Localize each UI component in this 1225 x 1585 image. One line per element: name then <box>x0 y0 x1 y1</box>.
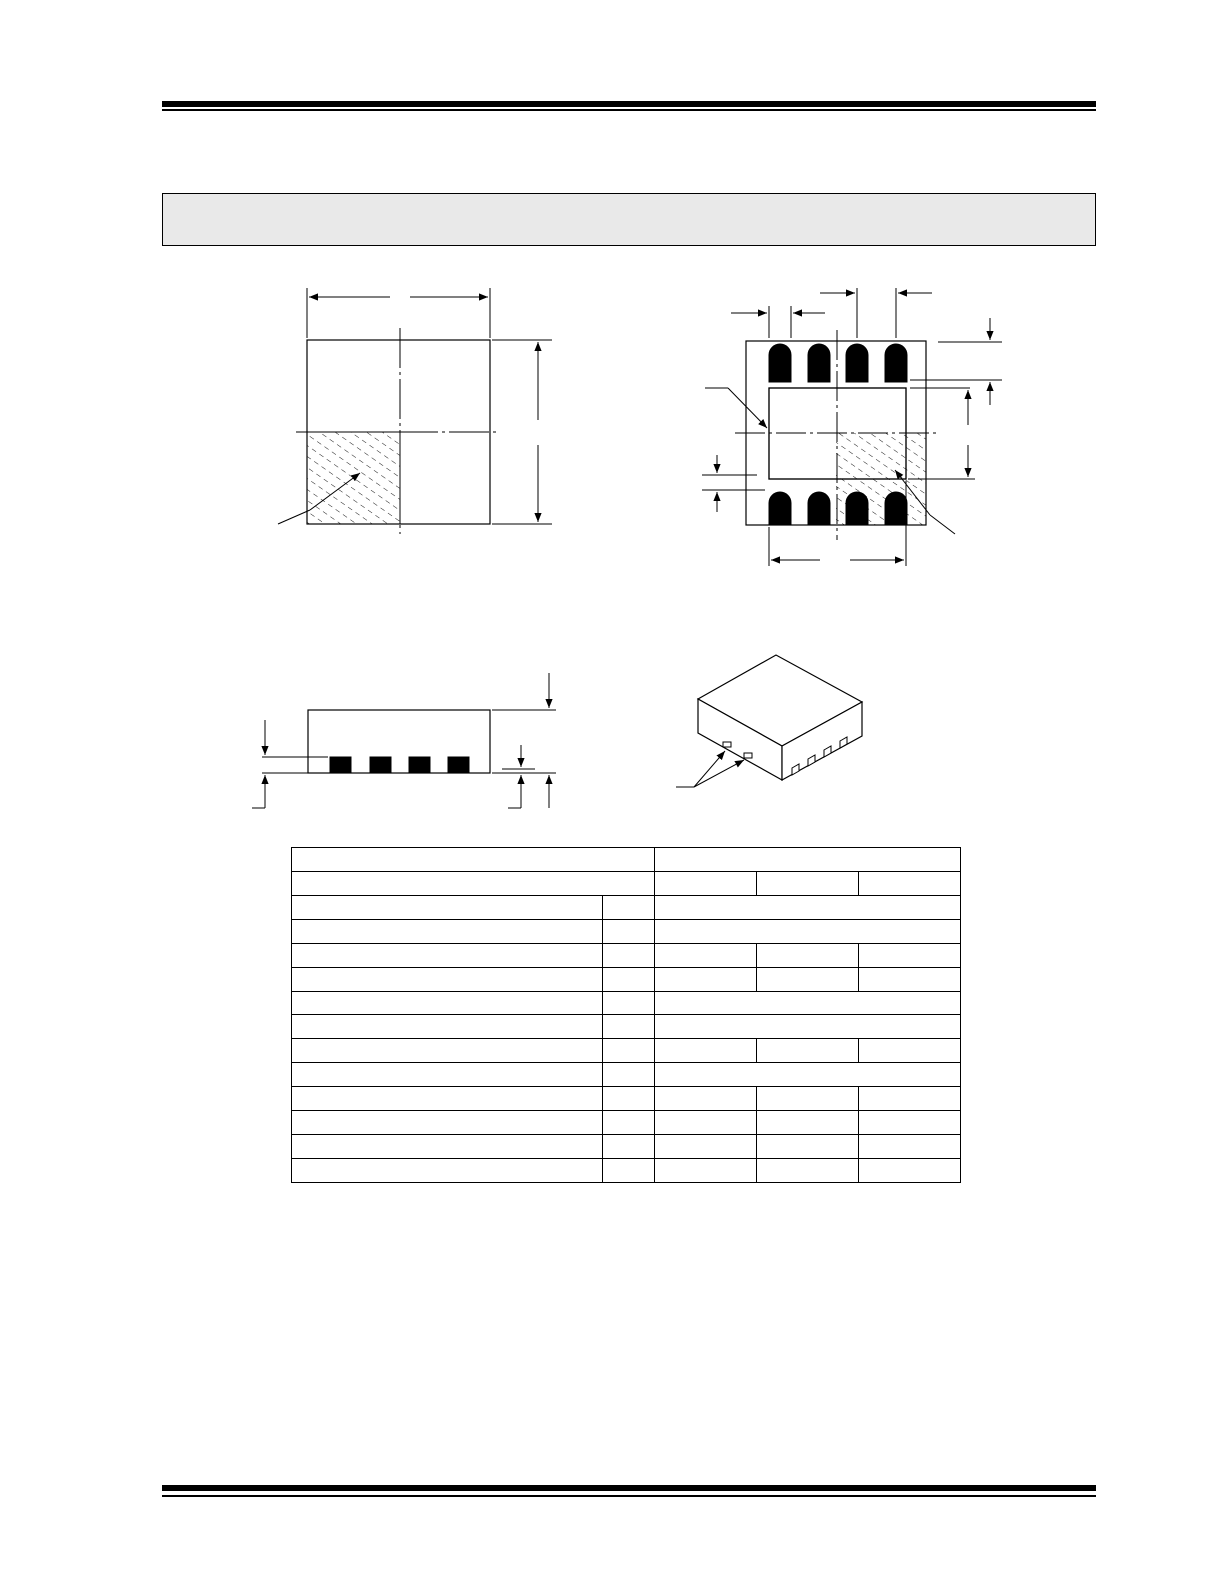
table-row <box>292 848 961 872</box>
table-cell <box>859 1039 961 1063</box>
table-cell <box>757 1111 859 1135</box>
table-cell <box>757 1158 859 1182</box>
table-cell <box>603 919 655 943</box>
table-row <box>292 1158 961 1182</box>
table-cell <box>655 895 961 919</box>
table-cell <box>655 1039 757 1063</box>
table-cell <box>655 1015 961 1039</box>
table-cell <box>655 943 757 967</box>
table-cell <box>655 1158 757 1182</box>
dimensions-table <box>291 847 961 1183</box>
side-view-drawing <box>252 673 556 808</box>
table-cell <box>859 943 961 967</box>
table-cell <box>859 1158 961 1182</box>
bottom-view-drawing <box>702 288 1002 566</box>
table-cell <box>757 943 859 967</box>
table-cell <box>292 991 603 1015</box>
table-cell <box>859 967 961 991</box>
table-cell <box>292 1015 603 1039</box>
footer-rule-thick <box>162 1485 1096 1491</box>
table-cell <box>603 967 655 991</box>
top-view-drawing <box>278 288 552 534</box>
table-cell <box>603 1135 655 1159</box>
table-cell <box>603 1087 655 1111</box>
table-cell <box>292 1111 603 1135</box>
table-cell <box>292 943 603 967</box>
table-cell <box>292 919 603 943</box>
table-cell <box>603 991 655 1015</box>
table-row <box>292 1087 961 1111</box>
table-cell <box>603 943 655 967</box>
table-cell <box>655 1087 757 1111</box>
table-row <box>292 1135 961 1159</box>
table-row <box>292 943 961 967</box>
table-cell <box>859 1135 961 1159</box>
table-cell <box>757 1087 859 1111</box>
table-cell <box>292 1158 603 1182</box>
table-cell <box>859 871 961 895</box>
table-cell <box>603 1063 655 1087</box>
table-cell <box>603 1158 655 1182</box>
table-cell <box>655 848 961 872</box>
table-cell <box>292 1039 603 1063</box>
table-cell <box>655 991 961 1015</box>
table-cell <box>292 871 655 895</box>
table-cell <box>292 1063 603 1087</box>
isometric-view-drawing <box>676 655 862 787</box>
table-cell <box>757 871 859 895</box>
table-cell <box>292 1135 603 1159</box>
table-row <box>292 919 961 943</box>
table-cell <box>292 967 603 991</box>
table-cell <box>655 1111 757 1135</box>
table-row <box>292 1063 961 1087</box>
table-cell <box>655 1135 757 1159</box>
table-cell <box>655 919 961 943</box>
table-row <box>292 895 961 919</box>
table-cell <box>603 1111 655 1135</box>
footer-rule-thin <box>162 1495 1096 1497</box>
table-cell <box>859 1087 961 1111</box>
table-row <box>292 1111 961 1135</box>
table-row <box>292 1039 961 1063</box>
table-cell <box>292 895 603 919</box>
table-cell <box>292 848 655 872</box>
table-cell <box>757 967 859 991</box>
table-cell <box>603 1015 655 1039</box>
table-cell <box>603 895 655 919</box>
table-cell <box>757 1039 859 1063</box>
table-cell <box>655 1063 961 1087</box>
table-row <box>292 871 961 895</box>
table-cell <box>603 1039 655 1063</box>
table-cell <box>292 1087 603 1111</box>
table-cell <box>655 871 757 895</box>
table-row <box>292 1015 961 1039</box>
table-cell <box>757 1135 859 1159</box>
table-cell <box>859 1111 961 1135</box>
table-row <box>292 967 961 991</box>
table-row <box>292 991 961 1015</box>
table-cell <box>655 967 757 991</box>
